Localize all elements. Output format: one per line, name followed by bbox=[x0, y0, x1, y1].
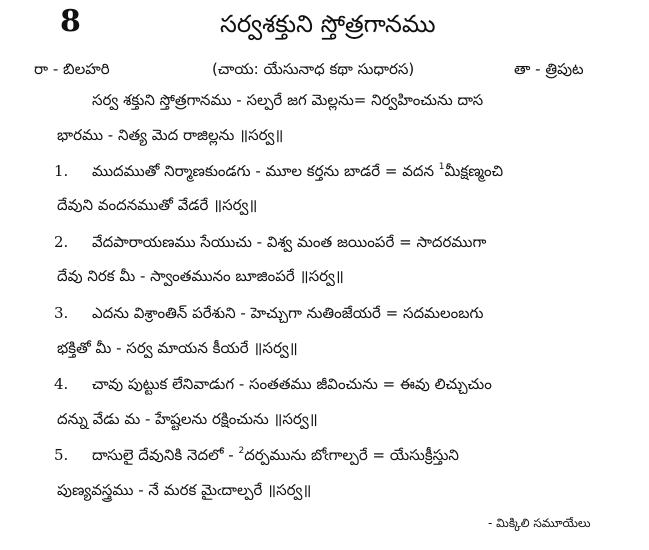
stanza-number: 2. bbox=[54, 233, 69, 251]
stanza-line-2: దేవు నిరక మీ - స్వాంతమునం బూజింపరే ॥సర్వ॥ bbox=[57, 267, 344, 285]
author-credit: - మిక్కిలి సమూయేలు bbox=[488, 516, 591, 530]
stanza-line-2: దన్ను వేడు మ - హేష్టలను రక్షించును ॥సర్వ॥ bbox=[57, 410, 318, 428]
stanza-number: 1. bbox=[54, 162, 69, 180]
pallavi-line-2: భారము - నిత్య మెద రాజిల్లను ॥సర్వ॥ bbox=[57, 126, 284, 144]
stanza-line-2: భక్తితో మీ - సర్వ మాయన కీయరే ॥సర్వ॥ bbox=[57, 339, 298, 357]
chaya-label: (చాయ: యేసునాధ కథా సుధారస) bbox=[212, 60, 415, 78]
stanza-line-1: చావు పుట్టుక లేనివాడుగ - సంతతము జీవించును = ఈవు లిచ్చుచుం bbox=[92, 375, 492, 393]
footnote-marker: 2 bbox=[238, 446, 245, 456]
stanza-line-1: ఎదను విశ్రాంతిన్ పరేశుని - హెచ్చుగా నుతింజేయరే = సదమలంబగు bbox=[92, 304, 484, 322]
pallavi-line-1: సర్వ శక్తుని స్తోత్రగానము - సల్పరే జగ మెల్లను= నిర్వహించును దాస bbox=[92, 91, 484, 109]
stanza-number: 4. bbox=[54, 375, 69, 393]
stanza-number: 5. bbox=[54, 446, 69, 464]
stanza-text: మీక్షణ్మంచి bbox=[444, 162, 504, 180]
stanza-number: 3. bbox=[54, 304, 69, 322]
stanza-line-2: దేవుని వందనముతో వేడరే ॥సర్వ॥ bbox=[57, 196, 258, 214]
stanza-text: ముదముతో నిర్మాణకుండగు - మూల కర్తను బాడరే = వదన bbox=[92, 162, 439, 180]
stanza-line-2: పుణ్యవస్త్రము - నే మరక మైఁదాల్పరే ॥సర్వ॥ bbox=[57, 481, 312, 499]
song-title: సర్వశక్తుని స్తోత్రగానము bbox=[220, 10, 436, 38]
stanza-line-1 bbox=[92, 444, 459, 466]
stanza-line-1: వేదపారాయణము సేయుచు - విశ్వ మంత జయింపరే = సాదరముగా bbox=[92, 233, 487, 251]
song-number: 8 bbox=[60, 4, 81, 39]
footnote-marker: 1 bbox=[438, 162, 445, 172]
stanza-text: దర్పమును బోఁగాల్పరే = యేసుక్రీస్తుని bbox=[244, 446, 459, 464]
raga-label: రా - బిలహరి bbox=[34, 60, 110, 78]
stanza-line-1 bbox=[92, 160, 503, 182]
tala-label: తా - త్రిపుట bbox=[514, 60, 584, 78]
stanza-text: దాసులై దేవునికి నెదలో - bbox=[92, 446, 239, 464]
